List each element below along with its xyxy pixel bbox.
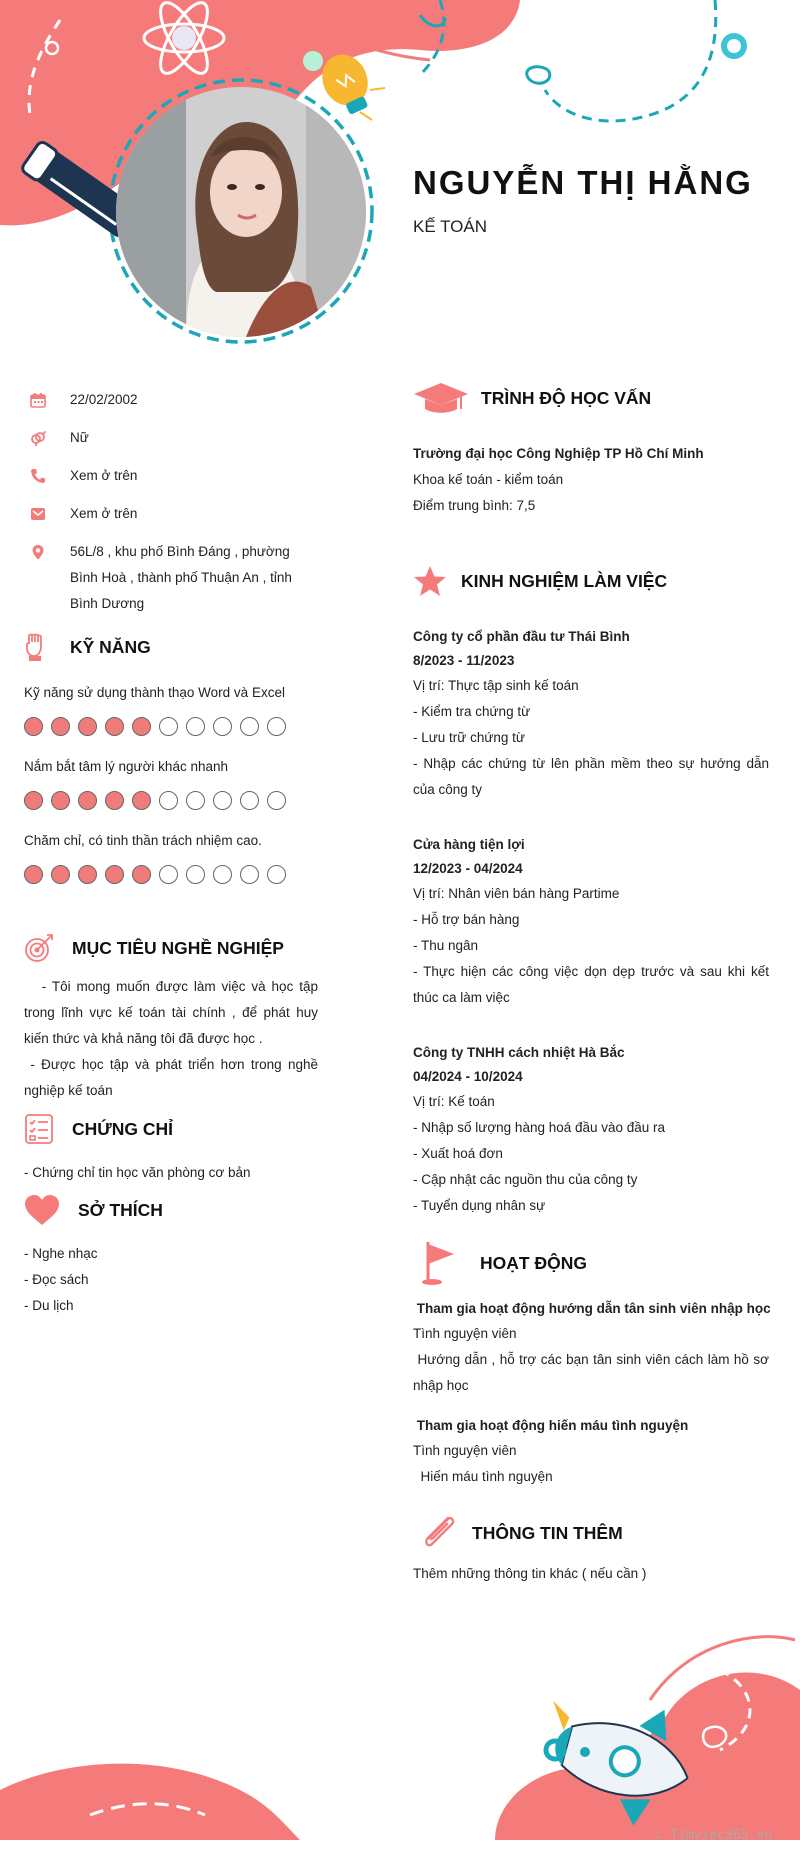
skill-2-name: Nắm bắt tâm lý người khác nhanh [24,759,228,774]
rating-dot-empty [159,791,178,810]
skill-1-rating [24,717,286,736]
education-major: Khoa kế toán - kiểm toán [413,472,564,487]
skill-3-name: Chăm chỉ, có tinh thần trách nhiệm cao. [24,833,262,848]
avatar [116,87,366,337]
profile-photo [116,87,366,337]
hobbies-title: SỞ THÍCH [78,1199,163,1220]
hobby-item-2: - Đọc sách [24,1272,89,1287]
activity-2-role: Tình nguyện viên [413,1443,517,1458]
rating-dot-filled [51,865,70,884]
skill-3-rating [24,865,286,884]
job-3-line-2: - Nhập số lượng hàng hoá đầu vào đầu ra [413,1120,666,1135]
cert-item: - Chứng chỉ tin học văn phòng cơ bản [24,1165,251,1180]
job-1-line-1: Vị trí: Thực tập sinh kế toán [413,678,579,693]
activity-2-desc: Hiến máu tình nguyện [413,1469,553,1484]
paperclip-icon [418,1512,460,1554]
job-1-line-3: - Lưu trữ chứng từ [413,730,525,745]
rating-dot-filled [105,865,124,884]
email-icon [30,506,46,522]
education-school: Trường đại học Công Nghiệp TP Hồ Chí Minh [413,446,704,461]
job-3-line-5: - Tuyển dụng nhân sự [413,1198,546,1213]
location-icon [30,544,46,560]
skills-title: KỸ NĂNG [70,636,151,657]
activity-1-name: Tham gia hoạt động hướng dẫn tân sinh viên nhập học [413,1301,771,1316]
birthday-text: 22/02/2002 [70,392,138,407]
rating-dot-empty [240,717,259,736]
calendar-icon [30,392,46,408]
job-3-period: 04/2024 - 10/2024 [413,1069,523,1084]
gender-text: Nữ [70,430,89,445]
activity-1-desc: Hướng dẫn , hỗ trợ các bạn tân sinh viên cách làm hồ sơ nhập học [413,1352,773,1393]
rating-dot-empty [213,865,232,884]
address-text: 56L/8 , khu phố Bình Đáng , phường Bình Hoà , thành phố Thuận An , tỉnh Bình Dương [70,544,292,611]
hobbies-header [24,1194,163,1226]
rating-dot-empty [186,791,205,810]
rating-dot-filled [51,717,70,736]
activity-1-role: Tình nguyện viên [413,1326,517,1341]
rating-dot-filled [78,717,97,736]
extra-text: Thêm những thông tin khác ( nếu cần ) [413,1566,647,1581]
info-email [24,501,324,527]
rating-dot-empty [267,717,286,736]
watermark: ∴ Timviec365.vn [654,1828,772,1843]
rating-dot-empty [240,791,259,810]
hobby-item-3: - Du lịch [24,1298,74,1313]
job-3-line-1: Vị trí: Kế toán [413,1094,495,1109]
graduation-cap-icon [413,381,469,415]
fist-icon [24,632,48,662]
rating-dot-filled [24,791,43,810]
rating-dot-empty [186,865,205,884]
rating-dot-empty [267,865,286,884]
experience-header [413,565,667,597]
job-3-line-3: - Xuất hoá đơn [413,1146,503,1161]
skills-header [24,632,151,662]
job-3-company: Công ty TNHH cách nhiệt Hà Bắc [413,1045,625,1060]
rating-dot-empty [159,717,178,736]
activities-title: HOẠT ĐỘNG [480,1252,587,1273]
rating-dot-filled [78,791,97,810]
candidate-name: NGUYỄN THỊ HẰNG [413,164,753,201]
certs-header [24,1113,173,1145]
job-2-line-3: - Thu ngân [413,938,479,953]
rating-dot-empty [186,717,205,736]
job-title: KẾ TOÁN [413,217,488,236]
email-text: Xem ở trên [70,506,138,521]
job-1-period: 8/2023 - 11/2023 [413,653,515,668]
skill-2-rating [24,791,286,810]
job-2-line-4: - Thực hiện các công việc dọn dẹp trước và sau khi kết thúc ca làm việc [413,964,769,1005]
job-2-company: Cửa hàng tiện lợi [413,837,525,852]
education-title: TRÌNH ĐỘ HỌC VẤN [481,387,652,408]
job-2-period: 12/2023 - 04/2024 [413,861,523,876]
job-1-line-4: - Nhập các chứng từ lên phần mềm theo sự hướng dẫn của công ty [413,756,769,797]
checklist-icon [24,1113,54,1145]
phone-text: Xem ở trên [70,468,138,483]
career-paragraph-2: - Được học tập và phát triển hơn trong nghề nghiệp kế toán [24,1057,322,1098]
rating-dot-filled [132,865,151,884]
activity-2-name: Tham gia hoạt động hiến máu tình nguyện [413,1418,689,1433]
target-icon [24,933,54,963]
hobby-item-1: - Nghe nhạc [24,1246,98,1261]
rating-dot-empty [240,865,259,884]
gender-icon [30,430,46,446]
phone-icon [30,468,46,484]
info-gender [24,425,324,451]
rating-dot-filled [24,865,43,884]
career-paragraph-1: - Tôi mong muốn được làm việc và học tập trong lĩnh vực kế toán tài chính , để phát huy kiến thức và khả năng tôi đã được học . [24,979,322,1046]
flag-icon [420,1240,456,1286]
rating-dot-filled [24,717,43,736]
job-2-line-1: Vị trí: Nhân viên bán hàng Partime [413,886,620,901]
extra-title: THÔNG TIN THÊM [472,1522,623,1543]
rating-dot-filled [132,717,151,736]
info-address [24,539,324,617]
job-1-line-2: - Kiểm tra chứng từ [413,704,531,719]
info-phone [24,463,324,489]
job-2-line-2: - Hỗ trợ bán hàng [413,912,520,927]
skill-1-name: Kỹ năng sử dụng thành thạo Word và Excel [24,685,285,700]
rating-dot-filled [105,791,124,810]
rating-dot-filled [132,791,151,810]
rating-dot-filled [51,791,70,810]
rating-dot-empty [213,717,232,736]
rating-dot-filled [78,865,97,884]
rating-dot-empty [159,865,178,884]
job-1-company: Công ty cổ phần đầu tư Thái Bình [413,629,630,644]
rating-dot-empty [213,791,232,810]
education-header [413,381,651,415]
education-gpa: Điểm trung bình: 7,5 [413,498,536,513]
activities-header [420,1240,587,1286]
career-title: MỤC TIÊU NGHỀ NGHIỆP [72,937,284,958]
certs-title: CHỨNG CHỈ [72,1118,174,1139]
job-3-line-4: - Cập nhật các nguồn thu của công ty [413,1172,638,1187]
extra-header [418,1512,623,1554]
heart-icon [24,1194,60,1226]
star-icon [413,565,447,597]
info-birthday [24,387,324,413]
career-header [24,933,284,963]
experience-title: KINH NGHIỆM LÀM VIỆC [461,570,668,591]
rating-dot-empty [267,791,286,810]
rating-dot-filled [105,717,124,736]
